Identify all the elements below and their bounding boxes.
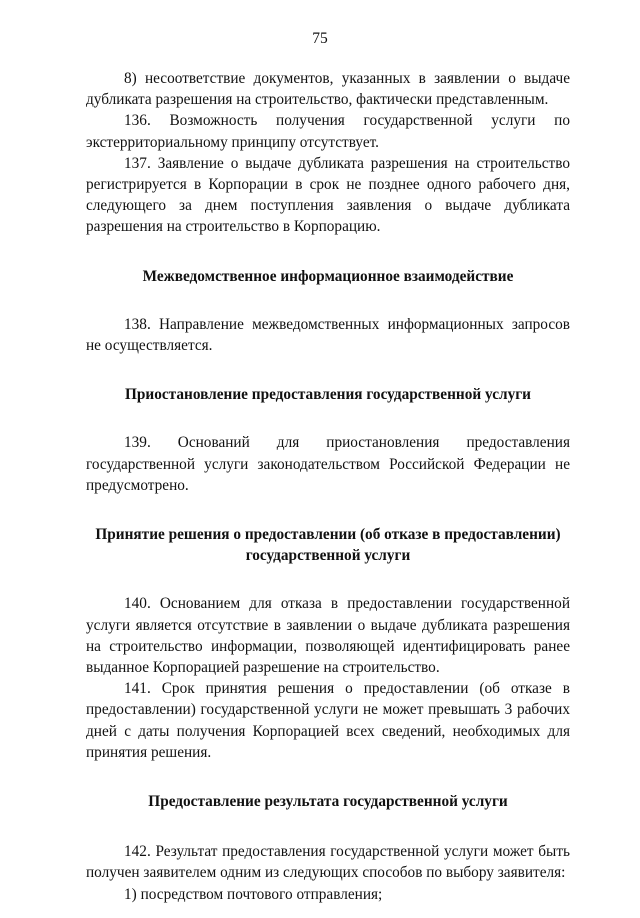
paragraph-142-item-1: 1) посредством почтового отправления;	[124, 885, 383, 903]
document-body	[86, 68, 570, 905]
paragraph-138: 138. Направление межведомственных информационных запросов не осуществляется.	[86, 315, 570, 355]
spacer	[86, 566, 570, 593]
paragraph-137: 137. Заявление о выдаче дубликата разрешения на строительство регистрируется в Корпорации в срок не позднее одного рабочего дня, следующего за днем поступления заявления о выдаче дубликата разрешения на строительство в Корпорацию.	[86, 154, 570, 236]
section-heading-suspension: Приостановление предоставления государственной услуги	[125, 386, 531, 404]
spacer	[86, 763, 570, 791]
page-number: 75	[312, 30, 328, 47]
section-heading-decision: Принятие решения о предоставлении (об отказе в предоставлении) государственной услуги	[95, 526, 561, 565]
spacer	[86, 356, 570, 384]
spacer	[86, 238, 570, 266]
section-heading-interagency: Межведомственное информационное взаимодействие	[142, 267, 514, 285]
spacer	[86, 812, 570, 841]
paragraph-141: 141. Срок принятия решения о предоставлении (об отказе в предоставлении) государственной услуги не может превышать 3 рабочих дней с даты получения Корпорацией всех сведений, необходимых для принятия решения.	[86, 680, 570, 761]
paragraph-136: 136. Возможность получения государственной услуги по экстерриториальному принципу отсутствует.	[86, 112, 570, 151]
paragraph-139: 139. Оснований для приостановления предоставления государственной услуги законодательством Российской Федерации не предусмотрено.	[86, 434, 570, 494]
spacer	[86, 405, 570, 432]
section-heading-result: Предоставление результата государственной услуги	[148, 793, 508, 811]
spacer	[86, 287, 570, 314]
paragraph-142: 142. Результат предоставления государственной услуги может быть получен заявителем одним из следующих способов по выбору заявителя:	[86, 843, 570, 882]
spacer	[86, 496, 570, 524]
paragraph-140: 140. Основанием для отказа в предоставлении государственной услуги является отсутствие в заявлении о выдаче дубликата разрешения на строительство информации, позволяющей идентифицировать ранее выданное Корпорацией разрешение на строительство.	[86, 595, 570, 677]
paragraph-item-8: 8) несоответствие документов, указанных в заявлении о выдаче дубликата разрешения на строительство, фактически представленным.	[86, 70, 570, 109]
